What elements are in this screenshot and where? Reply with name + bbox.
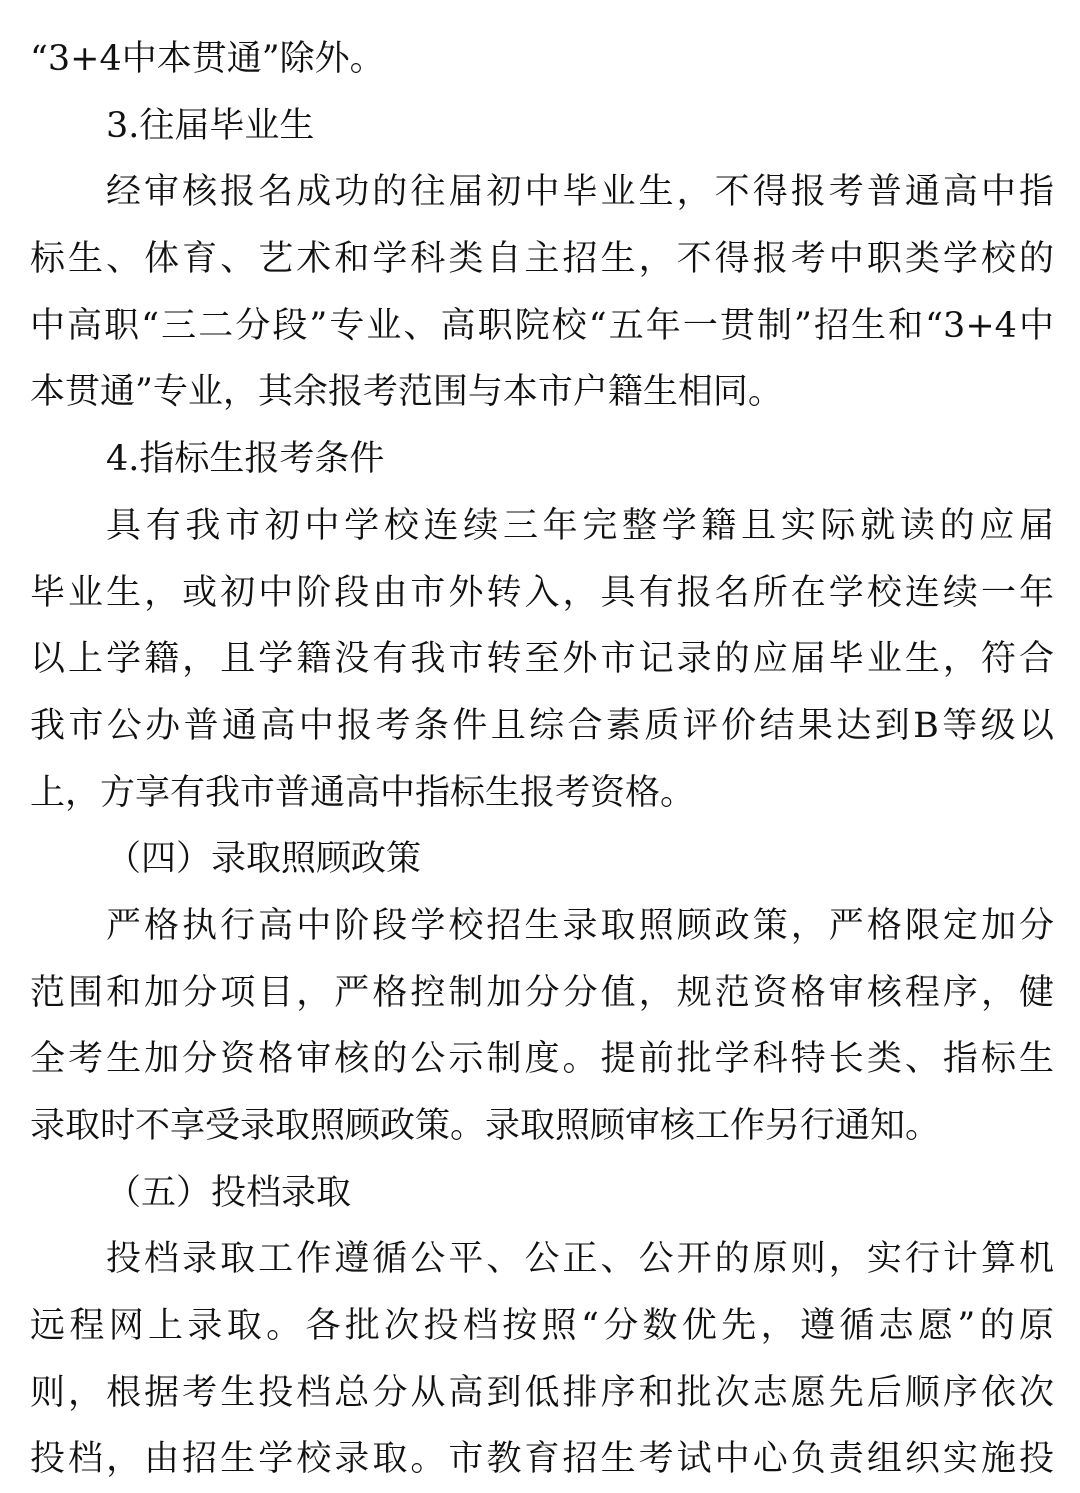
text-line-15: 范围和加分项目，严格控制加分分值，规范资格审核程序，健 [30, 972, 1054, 1013]
text-line-10: 以上学籍，且学籍没有我市转至外市记录的应届毕业生，符合 [30, 639, 1054, 680]
text-line-3: 经审核报名成功的往届初中毕业生，不得报考普通高中指 [106, 172, 1054, 213]
text-line-20: 远程网上录取。各批次投档按照“分数优先，遵循志愿”的原 [30, 1306, 1054, 1347]
section-heading-five: （五）投档录取 [106, 1172, 352, 1213]
text-line-21: 则，根据考生投档总分从高到低排序和批次志愿先后顺序依次 [30, 1372, 1054, 1413]
text-line-1: “3+4中本贯通”除外。 [30, 39, 385, 79]
text-line-9: 毕业生，或初中阶段由市外转入，具有报名所在学校连续一年 [30, 572, 1054, 613]
section-heading-4: 4.指标生报考条件 [106, 439, 385, 480]
text-line-14: 严格执行高中阶段学校招生录取照顾政策，严格限定加分 [106, 905, 1054, 946]
text-line-5: 中高职“三二分段”专业、高职院校“五年一贯制”招生和“3+4中 [30, 305, 1054, 346]
text-line-8: 具有我市初中学校连续三年完整学籍且实际就读的应届 [106, 505, 1054, 546]
text-line-6: 本贯通”专业，其余报考范围与本市户籍生相同。 [30, 372, 783, 413]
text-line-22: 投档，由招生学校录取。市教育招生考试中心负责组织实施投 [30, 1439, 1054, 1480]
text-line-19: 投档录取工作遵循公平、公正、公开的原则，实行计算机 [106, 1239, 1054, 1280]
text-line-11: 我市公办普通高中报考条件且综合素质评价结果达到B等级以 [30, 705, 1054, 746]
text-line-17: 录取时不享受录取照顾政策。录取照顾审核工作另行通知。 [30, 1106, 941, 1146]
section-heading-3: 3.往届毕业生 [106, 105, 315, 146]
section-heading-four: （四）录取照顾政策 [106, 839, 422, 880]
text-line-12: 上，方享有我市普通高中指标生报考资格。 [30, 772, 696, 813]
text-line-16: 全考生加分资格审核的公示制度。提前批学科特长类、指标生 [30, 1039, 1054, 1080]
text-line-4: 标生、体育、艺术和学科类自主招生，不得报考中职类学校的 [30, 239, 1054, 280]
